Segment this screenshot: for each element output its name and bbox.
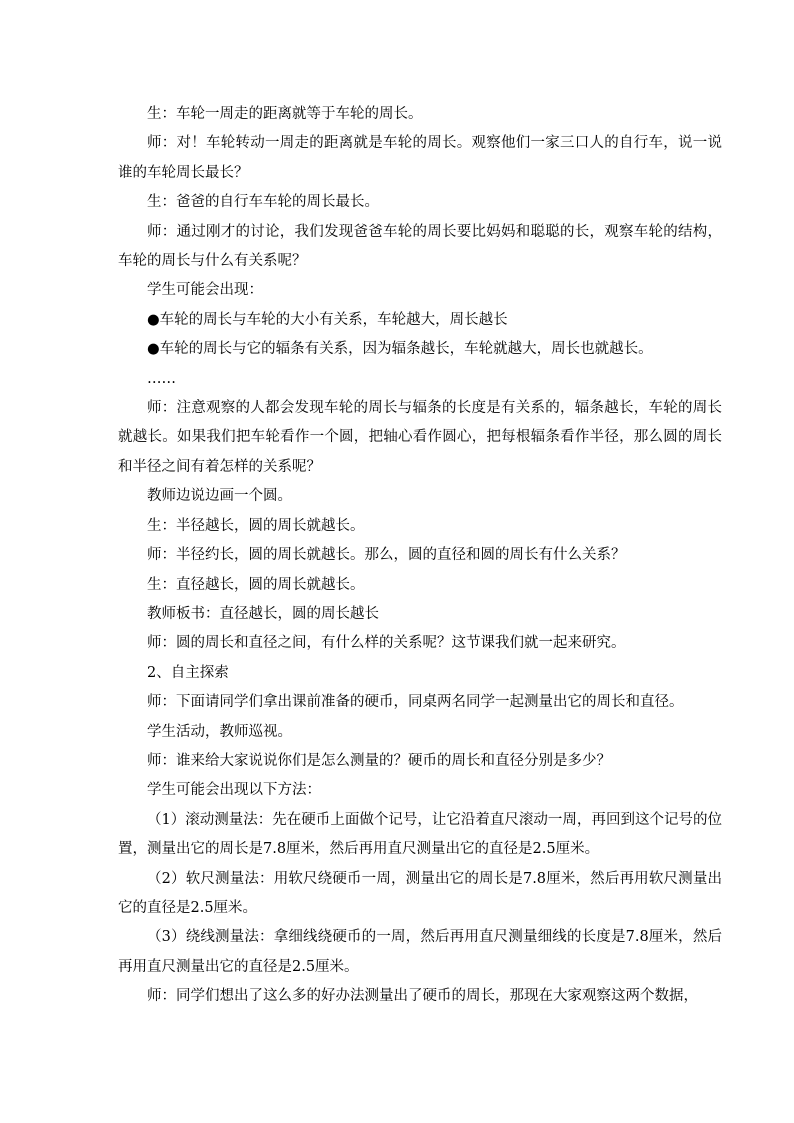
paragraph: 学生可能会出现以下方法： [147,782,321,799]
paragraph: 生：直径越长，圆的周长就越长。 [147,576,365,593]
paragraph: 师：谁来给大家说说你们是怎么测量的？硬币的周长和直径分别是多少？ [147,752,611,769]
paragraph: 师：同学们想出了这么多的好办法测量出了硬币的周长，那现在大家观察这两个数据， [147,988,698,1005]
method-item: （2）软尺测量法：用软尺绕硬币一周，测量出它的周长是7.8厘米，然后再用软尺测量出它的直径是2.5厘米。 [118,870,722,916]
ellipsis-line: …… [147,370,176,387]
paragraph: 师：注意观察的人都会发现车轮的周长与辐条的长度是有关系的，辐条越长，车轮的周长就越长。如果我们把车轮看作一个圆，把轴心看作圆心，把每根辐条看作半径，那么圆的周长和半径之间有着怎样的关系呢？ [118,400,722,475]
bullet-item [118,335,722,364]
method-item: （1）滚动测量法：先在硬币上面做个记号，让它沿着直尺滚动一周，再回到这个记号的位置，测量出它的周长是7.8厘米，然后再用直尺测量出它的直径是2.5厘米。 [118,811,722,858]
paragraph: 师：对！车轮转动一周走的距离就是车轮的周长。观察他们一家三口人的自行车，说一说谁的车轮周长最长？ [118,135,722,181]
paragraph: 师：半径约长，圆的周长就越长。那么，圆的直径和圆的周长有什么关系？ [147,547,626,564]
paragraph: 教师板书：直径越长，圆的周长越长 [147,605,379,622]
section-heading: 2、自主探索 [147,664,229,681]
paragraph: 师：下面请同学们拿出课前准备的硬币，同桌两名同学一起测量出它的周长和直径。 [147,694,684,711]
document-body [118,100,722,1012]
method-item: （3）绕线测量法：拿细线绕硬币的一周，然后再用直尺测量细线的长度是7.8厘米，然后再用直尺测量出它的直径是2.5厘米。 [118,929,722,975]
paragraph: 学生活动，教师巡视。 [147,723,292,740]
bullet-item [118,306,722,335]
paragraph: 学生可能会出现： [147,282,263,299]
bullet-icon: ● [147,311,160,328]
paragraph: 师：通过刚才的讨论，我们发现爸爸车轮的周长要比妈妈和聪聪的长，观察车轮的结构，车轮的周长与什么有关系呢？ [118,223,722,270]
paragraph: 师：圆的周长和直径之间，有什么样的关系呢？这节课我们就一起来研究。 [147,635,626,652]
bullet-text: 车轮的周长与它的辐条有关系，因为辐条越长，车轮就越大，周长也就越长。 [159,341,653,358]
paragraph: 生：爸爸的自行车车轮的周长最长。 [147,194,379,211]
paragraph: 生：车轮一周走的距离就等于车轮的周长。 [147,106,423,122]
bullet-text: 车轮的周长与车轮的大小有关系，车轮越大，周长越长 [159,311,508,328]
paragraph: 生：半径越长，圆的周长就越长。 [147,517,365,534]
paragraph: 教师边说边画一个圆。 [147,488,292,505]
bullet-icon: ● [147,341,160,358]
